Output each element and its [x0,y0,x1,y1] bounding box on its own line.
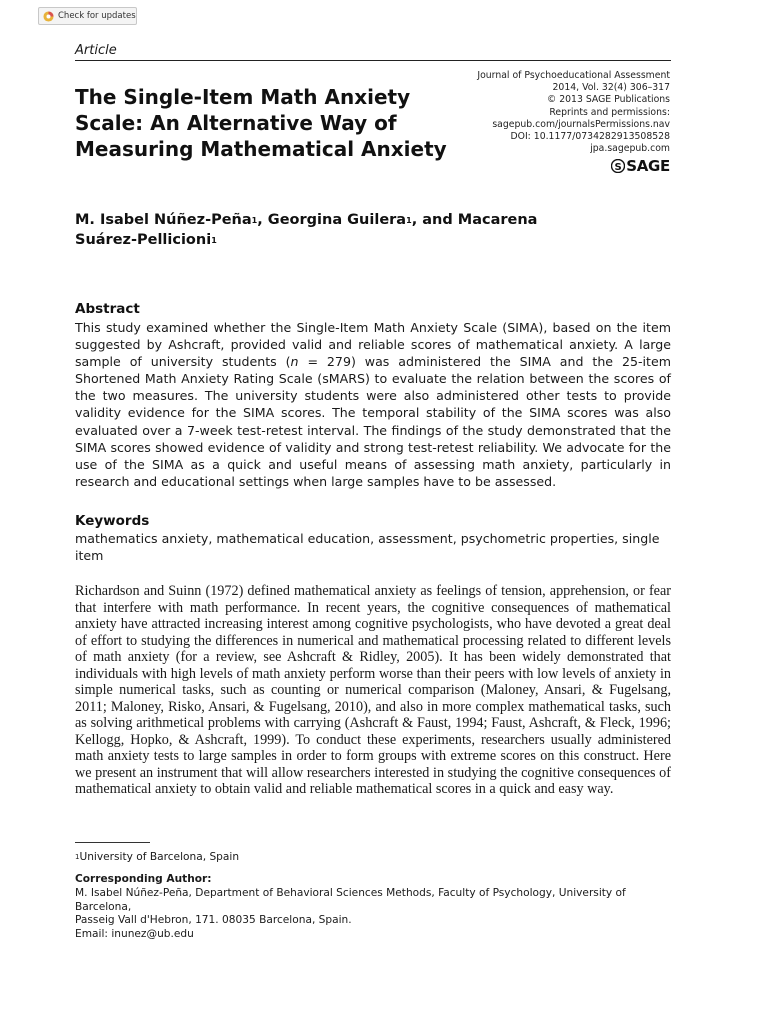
corresponding-address: Passeig Vall d'Hebron, 171. 08035 Barcelona, Spain. [75,914,352,927]
check-updates-icon [43,11,54,22]
check-for-updates-button[interactable] [38,7,137,25]
affiliation-mark: 1 [75,853,80,861]
abstract-text [75,319,671,490]
journal-website-link[interactable]: jpa.sagepub.com [590,143,670,155]
sage-wordmark: SAGE [626,157,670,175]
keywords-heading: Keywords [75,513,150,529]
paper-title [75,84,475,162]
doi-link[interactable]: DOI: 10.1177/0734282913508528 [510,131,670,143]
title-line: The Single-Item Math Anxiety [75,85,411,109]
keywords-list: mathematics anxiety, mathematical education, assessment, psychometric properties, single item [75,531,660,563]
sage-s-icon [611,159,625,173]
corresponding-email[interactable]: Email: inunez@ub.edu [75,928,194,941]
corresponding-label: Corresponding Author: [75,873,212,885]
intro-paragraph: Richardson and Suinn (1972) defined mathematical anxiety as feelings of tension, apprehension, or fear that interfere with math performance. In recent years, the cognitive consequences of mathematical anxiety have attracted increasing interest among cognitive psychologists, who have devoted a great deal of effort to studying the differences in numerical and mathematical processing related to different levels of math anxiety (for a review, see Ashcraft & Ridley, 2005). It has been widely demonstrated that individuals with high levels of math anxiety perform worse than their peers with low levels of anxiety in simple numerical tasks, such as counting or numerical comparison (Maloney, Ansari, & Fugelsang, 2011; Maloney, Risko, Ansari, & Fugelsang, 2010), and also in more complex mathematical tasks, such as solving arithmetical problems with carrying (Ashcraft & Faust, 1994; Faust, Ashcraft, & Fleck, 1996; Kellogg, Hopko, & Ashcraft, 1999). To conduct these experiments, researchers usually administered math anxiety tests to large samples in order to form groups with extreme scores on this construct. Here we present an instrument that will allow researchers interested in studying the cognitive consequences of mathematical anxiety to obtain valid and reliable mathematical scores in a quick and easy way. [75,583,671,797]
corresponding-address: M. Isabel Núñez-Peña, Department of Behavioral Sciences Methods, Faculty of Psychology, University of Barcelona, [75,886,626,913]
corresponding-author [75,873,675,942]
affiliation-mark: 1 [251,216,258,225]
author-name: , and Macarena [411,212,538,228]
n-symbol: n [290,354,299,370]
author-name: Suárez-Pellicioni [75,232,212,248]
affiliation-mark: 1 [211,236,217,245]
affiliation-footnote [75,851,675,865]
title-line: Scale: An Alternative Way of [75,111,397,135]
journal-info [477,70,670,155]
svg-text:S: S [614,161,622,173]
author-list [75,210,635,250]
affiliation-text: University of Barcelona, Spain [79,851,240,863]
abstract-text-part: This study examined whether the Single-Item Math Anxiety Scale (SIMA), based on the item suggested by Ashcraft, provided valid and reliable scores of mathematical anxiety. A large sample of university students ( [75,320,671,370]
author-name: M. Isabel Núñez-Peña [75,212,252,228]
header-rule [75,60,671,61]
abstract-text-part: = 279) was administered the SIMA and the 25-item Shortened Math Anxiety Rating Scale (sMARS) to evaluate the relation between the scores of the two measures. The university students were also administered other tests to provide validity evidence for the SIMA scores. The temporal stability of the SIMA scores was also evaluated over a 7-week test-retest interval. The findings of the study demonstrated that the SIMA scores showed evidence of validity and strong test-retest reliability. We advocate for the use of the SIMA as a quick and useful means of assessing math anxiety, particularly in research and educational settings when large samples have to be assessed. [75,354,671,489]
sage-logo [611,157,670,175]
author-name: , Georgina Guilera [257,212,407,228]
check-for-updates-label: Check for updates [58,11,136,21]
journal-name: Journal of Psychoeducational Assessment [477,70,670,81]
permissions-link[interactable]: sagepub.com/journalsPermissions.nav [492,118,670,130]
abstract-heading: Abstract [75,301,140,317]
reprints-label: Reprints and permissions: [549,106,670,118]
title-line: Measuring Mathematical Anxiety [75,137,447,161]
journal-copyright: © 2013 SAGE Publications [546,94,670,106]
footnote-rule [75,842,150,843]
journal-volume: 2014, Vol. 32(4) 306–317 [552,82,670,94]
affiliation-mark: 1 [406,216,412,225]
article-type-label: Article [75,43,117,58]
